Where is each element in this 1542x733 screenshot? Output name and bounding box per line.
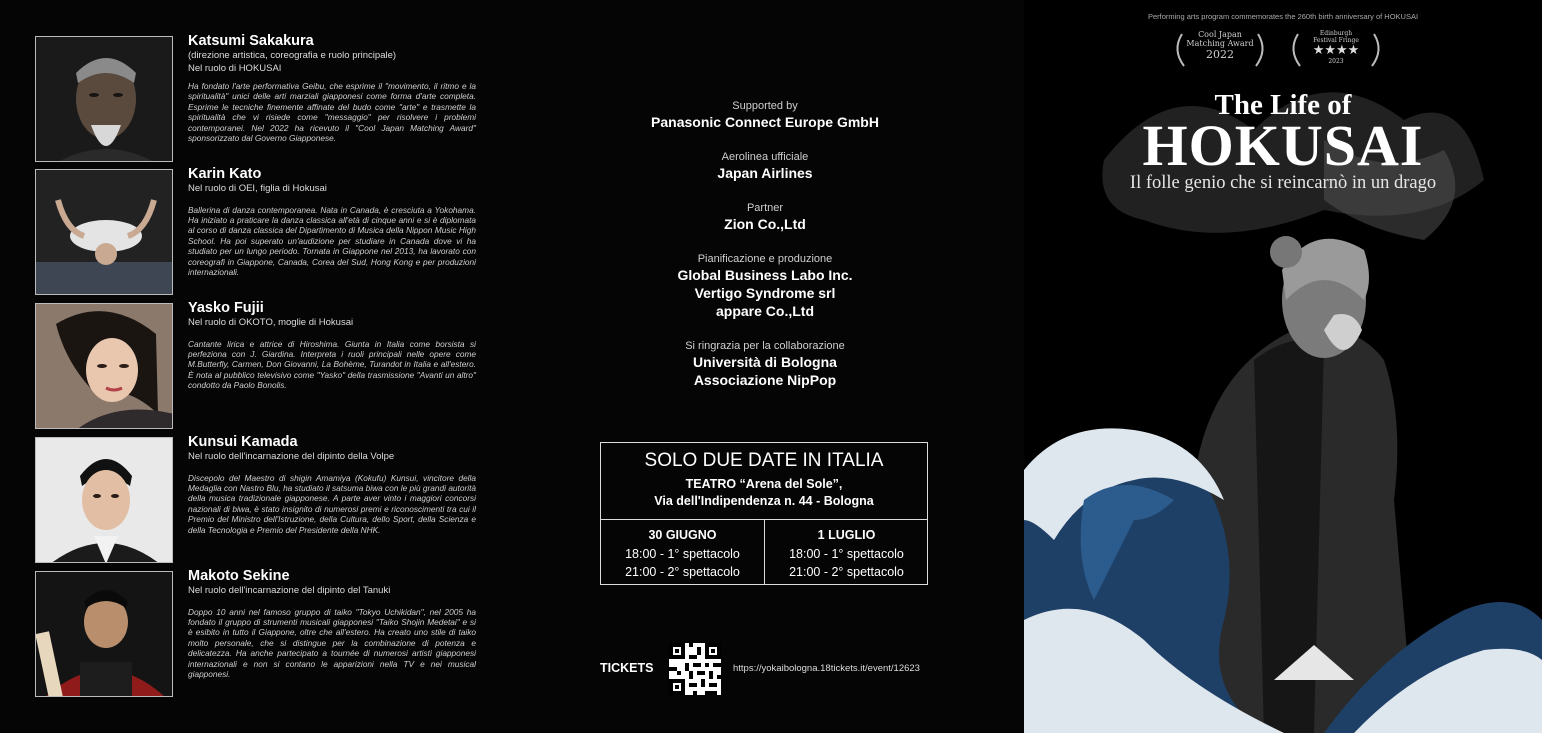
poster-subtitle: Il folle genio che si reincarnò in un drago [1129,173,1437,193]
credit-group [560,340,970,389]
venue-name: TEATRO “Arena del Sole”, [685,477,843,491]
credit-group [560,253,970,320]
poster-title-small: The Life of [1214,89,1352,121]
credit-group [560,100,970,131]
qr-code[interactable] [669,643,721,695]
credit-label: Supported by [732,100,798,112]
cast-role: Nel ruolo dell'incarnazione del dipinto della Volpe [188,451,395,462]
award-line: Cool Japan [1198,30,1242,39]
cast-photo [35,303,173,429]
show-time: 21:00 - 2° spettacolo [625,565,740,579]
cast-bio: Discepolo del Maestro di shigin Amamiya (Kokufu) Kunsui, vincitore della Medaglia con Nastro Blu, ha studiato il satsuma biwa con le più grandi autorità della musica tradizionale giapponese. A parte aver vinto i maggiori concorsi nazionali di biwa, è stato insignito di numerosi premi e riconoscimenti tra cui il Premio del Ministro dell'Istruzione, della Cultura, dello Sport, della Scienza e della Tecnologia e Premio del Presidente della NHK. [188,472,476,535]
award-line: 2022 [1206,48,1234,61]
cast-role: Nel ruolo di HOKUSAI [188,62,282,74]
date-heading: 30 GIUGNO [648,528,717,542]
credit-label: Pianificazione e produzione [697,253,833,265]
credit-value: Associazione NipPop [693,372,837,388]
cast-role: Nel ruolo di OKOTO, moglie di Hokusai [188,317,354,328]
credit-value: Panasonic Connect Europe GmbH [651,114,879,130]
credit-label: Aerolinea ufficiale [721,151,809,163]
laurel-icon [1170,30,1270,70]
credit-label: Partner [746,202,784,214]
cast-bio: Cantante lirica e attrice di Hiroshima. Giunta in Italia come borsista si perfeziona con J. Giardina. Interpreta i ruoli principali nelle opere come M.Butterfly, Carmen, Don Giovanni, La Bohème, Turandot in Italia e all'estero. È nota al pubblico televisivo come "Yasko" della trasmissione "Avanti un altro" condotto da Paolo Bonolis. [188,338,476,391]
star-rating: ★★★★ [1312,43,1360,58]
cast-name: Karin Kato [188,166,262,182]
cast-name: Makoto Sekine [188,568,290,584]
cast-bio: Doppo 10 anni nel famoso gruppo di taiko "Tokyo Uchikidan", nel 2005 ha fondato il gruppo di strumenti musicali giapponesi "Taiko Shojin Medetai" e si è esibito in tutto il Giappone, oltre che all'estero. Ha creato uno stile di taiko molto personale, che si distingue per la combinazione di potenza e delicatezza. Ha anche partecipato a tournée di numerosi artisti giapponesi internazionali e non si contano le apparizioni nella TV e nei musical giapponesi. [188,606,476,679]
dates-title: SOLO DUE DATE IN ITALIA [644,450,884,471]
award-edinburgh [1286,30,1386,70]
cast-photo [35,169,173,295]
credit-value: Università di Bologna [693,354,837,370]
cast-panel [0,0,505,733]
award-cool-japan [1170,30,1270,70]
credit-value: Japan Airlines [717,165,813,181]
date-column [765,527,928,581]
show-time: 18:00 - 1° spettacolo [789,547,904,561]
cast-role: Nel ruolo di OEI, figlia di Hokusai [188,183,327,194]
dates-box [600,442,928,585]
cast-role: Nel ruolo dell'incarnazione del dipinto del Tanuki [188,585,391,596]
tickets-url[interactable]: https://yokaibologna.18tickets.it/event/12623 [733,663,920,674]
cast-photo [35,36,173,162]
award-line: Matching Award [1186,39,1254,48]
credit-label: Si ringrazia per la collaborazione [685,340,845,352]
credit-group [560,202,970,233]
poster-tagline: Performing arts program commemorates the 260th birth anniversary of HOKUSAI [1147,12,1419,21]
tickets-label: TICKETS [600,661,654,675]
date-column [601,527,764,581]
credit-value: Vertigo Syndrome srl [694,285,836,301]
cast-role: (direzione artistica, coreografia e ruolo principale) [188,50,397,61]
show-time: 21:00 - 2° spettacolo [789,565,904,579]
cast-bio: Ballerina di danza contemporanea. Nata in Canada, è cresciuta a Yokohama. Ha iniziato a praticare la danza classica all'età di cinque anni e si è diplomata al corso di danza classica del Dipartimento di Musica della Nippon Music High School. Ha poi superato un'audizione per studiare in Canada dove vi ha studiato per un lungo periodo. Tornata in Giappone nel 2013, ha lavorato con coreografi in Giappone, Canada, Corea del Sud, Hong Kong e per produzioni internazionali. [188,204,476,277]
cast-photo [35,571,173,697]
show-time: 18:00 - 1° spettacolo [625,547,740,561]
credit-value: Zion Co.,Ltd [724,216,806,232]
venue-address: Via dell'Indipendenza n. 44 - Bologna [654,494,874,508]
credit-value: appare Co.,Ltd [715,303,814,319]
award-line: Festival Fringe [1313,37,1359,44]
laurel-icon [1286,30,1386,70]
credit-group [560,151,970,182]
cast-name: Yasko Fujii [188,300,264,316]
credit-value: Global Business Labo Inc. [677,267,853,283]
poster-panel [1024,0,1542,733]
cast-name: Kunsui Kamada [188,434,298,450]
poster-title: HOKUSAI [1142,113,1424,178]
award-line: Edinburgh [1319,30,1353,37]
cast-bio: Ha fondato l'arte performativa Geibu, che esprime il "movimento, il ritmo e la spiritualità" unici delle arti marziali giapponesi come forma d'arte completa. Esprime le tecniche finemente affinate del budo come "arte" e trasmette la spiritualità che vi risiede come "messaggio" per risolvere i problemi contemporanei. Nel 2022 ha ricevuto il "Cool Japan Matching Award" sponsorizzato dal Governo Giapponese. [188,81,476,144]
date-heading: 1 LUGLIO [817,528,876,542]
cast-name: Katsumi Sakakura [188,33,314,49]
award-line: 2023 [1328,58,1344,65]
credits-panel [560,0,970,733]
cast-photo [35,437,173,563]
